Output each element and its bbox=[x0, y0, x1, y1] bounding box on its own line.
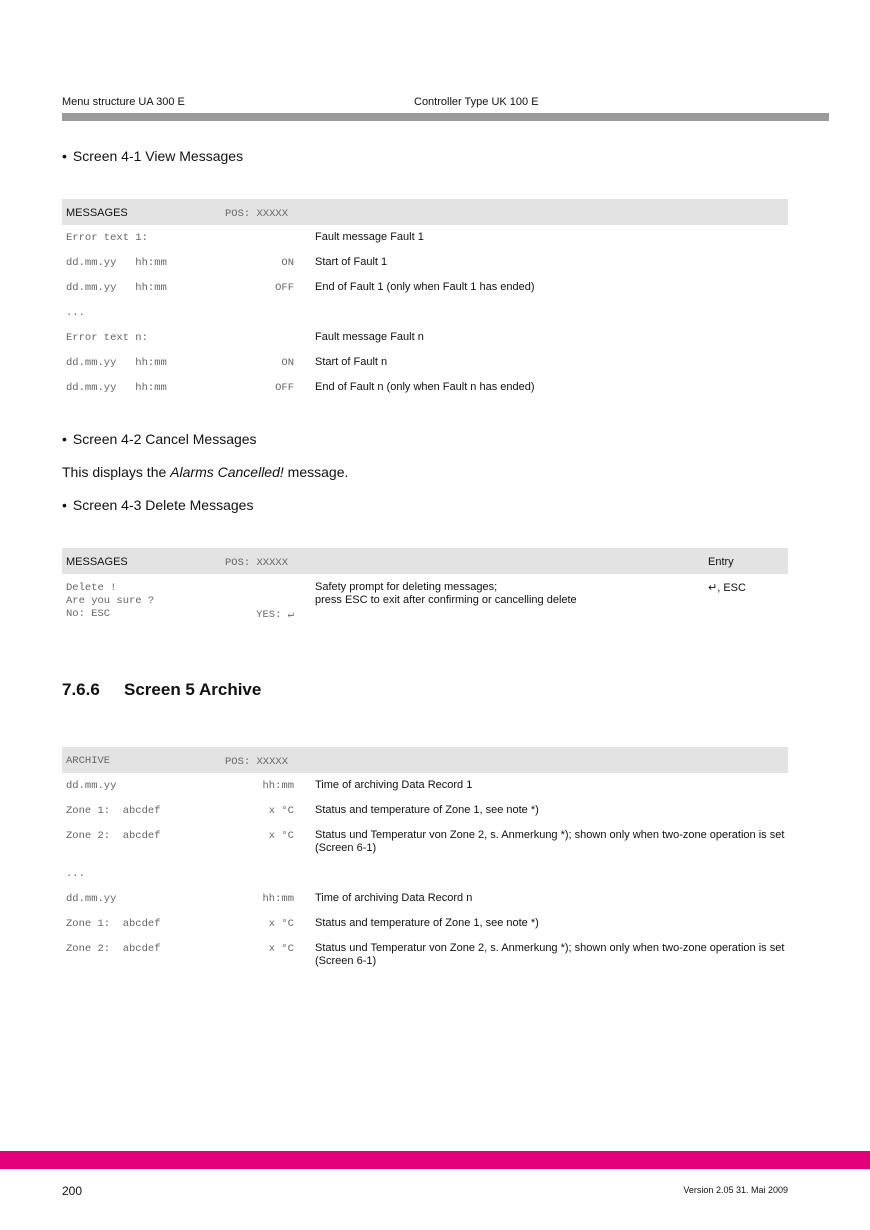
table-row bbox=[62, 300, 788, 325]
description: End of Fault 1 (only when Fault 1 has ended) bbox=[315, 281, 535, 293]
table-row bbox=[62, 375, 788, 400]
messages-table bbox=[62, 199, 788, 400]
display-text: dd.mm.yy hh:mm bbox=[66, 257, 167, 269]
version-date: Version 2.05 31. Mai 2009 bbox=[683, 1185, 788, 1195]
table-row bbox=[62, 773, 788, 798]
description: Time of archiving Data Record n bbox=[315, 892, 473, 904]
archive-table-header bbox=[62, 747, 788, 773]
description: End of Fault n (only when Fault n has ended) bbox=[315, 381, 535, 393]
para-before: This displays the bbox=[62, 464, 171, 480]
delete-table-header bbox=[62, 548, 788, 574]
display-text: ... bbox=[66, 307, 85, 319]
footer-accent-bar bbox=[0, 1151, 870, 1169]
table-title: ARCHIVE bbox=[66, 755, 111, 767]
bullet-screen-4-1 bbox=[62, 148, 243, 164]
display-text: Zone 1: abcdef bbox=[66, 805, 161, 817]
table-row bbox=[62, 574, 788, 634]
display-value: OFF bbox=[275, 282, 294, 294]
bullet-text: Screen 4-1 View Messages bbox=[72, 148, 244, 164]
table-row bbox=[62, 350, 788, 375]
display-text: ... bbox=[66, 868, 85, 880]
display-value: OFF bbox=[275, 382, 294, 394]
bullet-text: Screen 4-2 Cancel Messages bbox=[72, 431, 257, 447]
table-row bbox=[62, 275, 788, 300]
section-number: 7.6.6 bbox=[62, 680, 100, 699]
display-value: x °C bbox=[268, 805, 294, 817]
description: Status und Temperatur von Zone 2, s. Anmerkung *); shown only when two-zone operation is set (Screen 6-1) bbox=[315, 829, 785, 854]
description: Time of archiving Data Record 1 bbox=[315, 779, 473, 791]
bullet-screen-4-2 bbox=[62, 431, 257, 447]
table-row bbox=[62, 250, 788, 275]
table-row bbox=[62, 823, 788, 861]
table-pos: POS: XXXXX bbox=[225, 756, 289, 768]
display-text: Zone 2: abcdef bbox=[66, 830, 161, 842]
description: Status and temperature of Zone 1, see note *) bbox=[315, 804, 539, 816]
display-value: hh:mm bbox=[262, 893, 294, 905]
section-heading bbox=[62, 680, 261, 700]
table-row bbox=[62, 911, 788, 936]
description: Start of Fault 1 bbox=[315, 256, 388, 268]
header-rule bbox=[62, 113, 829, 121]
delete-table bbox=[62, 548, 788, 634]
table-row bbox=[62, 798, 788, 823]
display-text: dd.mm.yy hh:mm bbox=[66, 282, 167, 294]
description: Status and temperature of Zone 1, see note *) bbox=[315, 917, 539, 929]
bullet-dot: • bbox=[62, 431, 67, 447]
messages-table-header bbox=[62, 199, 788, 225]
para-after: message. bbox=[283, 464, 349, 480]
table-row bbox=[62, 861, 788, 886]
table-row bbox=[62, 225, 788, 250]
table-title: MESSAGES bbox=[66, 207, 128, 219]
display-value: hh:mm bbox=[262, 780, 294, 792]
header-controller-type: Controller Type UK 100 E bbox=[414, 96, 539, 108]
bullet-screen-4-3 bbox=[62, 497, 253, 513]
display-text: Zone 1: abcdef bbox=[66, 918, 161, 930]
description-line-2: press ESC to exit after confirming or cancelling delete bbox=[315, 594, 577, 606]
header-document-title: Menu structure UA 300 E bbox=[62, 96, 185, 108]
table-row bbox=[62, 936, 788, 974]
description: Start of Fault n bbox=[315, 356, 388, 368]
table-row bbox=[62, 886, 788, 911]
cancel-paragraph bbox=[62, 464, 348, 480]
display-value: ON bbox=[281, 357, 294, 369]
table-pos: POS: XXXXX bbox=[225, 557, 289, 569]
display-value: x °C bbox=[268, 918, 294, 930]
display-value: x °C bbox=[268, 830, 294, 842]
description: Fault message Fault 1 bbox=[315, 231, 424, 243]
bullet-dot: • bbox=[62, 148, 67, 164]
bullet-text: Screen 4-3 Delete Messages bbox=[72, 497, 254, 513]
description-line-1: Safety prompt for deleting messages; bbox=[315, 581, 498, 593]
description: Fault message Fault n bbox=[315, 331, 424, 343]
display-text: dd.mm.yy hh:mm bbox=[66, 357, 167, 369]
display-value: ON bbox=[281, 257, 294, 269]
section-title: Screen 5 Archive bbox=[124, 680, 262, 699]
display-text: dd.mm.yy bbox=[66, 893, 117, 905]
page-number: 200 bbox=[62, 1184, 83, 1198]
para-italic: Alarms Cancelled! bbox=[170, 464, 284, 480]
display-yes: YES: ↵ bbox=[256, 609, 294, 621]
display-text: dd.mm.yy bbox=[66, 780, 117, 792]
table-title: MESSAGES bbox=[66, 556, 128, 568]
table-row bbox=[62, 325, 788, 350]
display-text: Zone 2: abcdef bbox=[66, 943, 161, 955]
description: Status und Temperatur von Zone 2, s. Anmerkung *); shown only when two-zone operation is set (Screen 6-1) bbox=[315, 942, 785, 967]
entry-keys: ↵, ESC bbox=[708, 582, 746, 594]
archive-table bbox=[62, 747, 788, 974]
description bbox=[315, 581, 577, 607]
bullet-dot: • bbox=[62, 497, 67, 513]
table-pos: POS: XXXXX bbox=[225, 208, 289, 220]
display-text: Error text n: bbox=[66, 332, 148, 344]
display-text: Delete ! Are you sure ? No: ESC bbox=[66, 582, 155, 620]
table-entry-header: Entry bbox=[708, 556, 734, 568]
display-text: Error text 1: bbox=[66, 232, 148, 244]
display-text: dd.mm.yy hh:mm bbox=[66, 382, 167, 394]
display-value: x °C bbox=[268, 943, 294, 955]
